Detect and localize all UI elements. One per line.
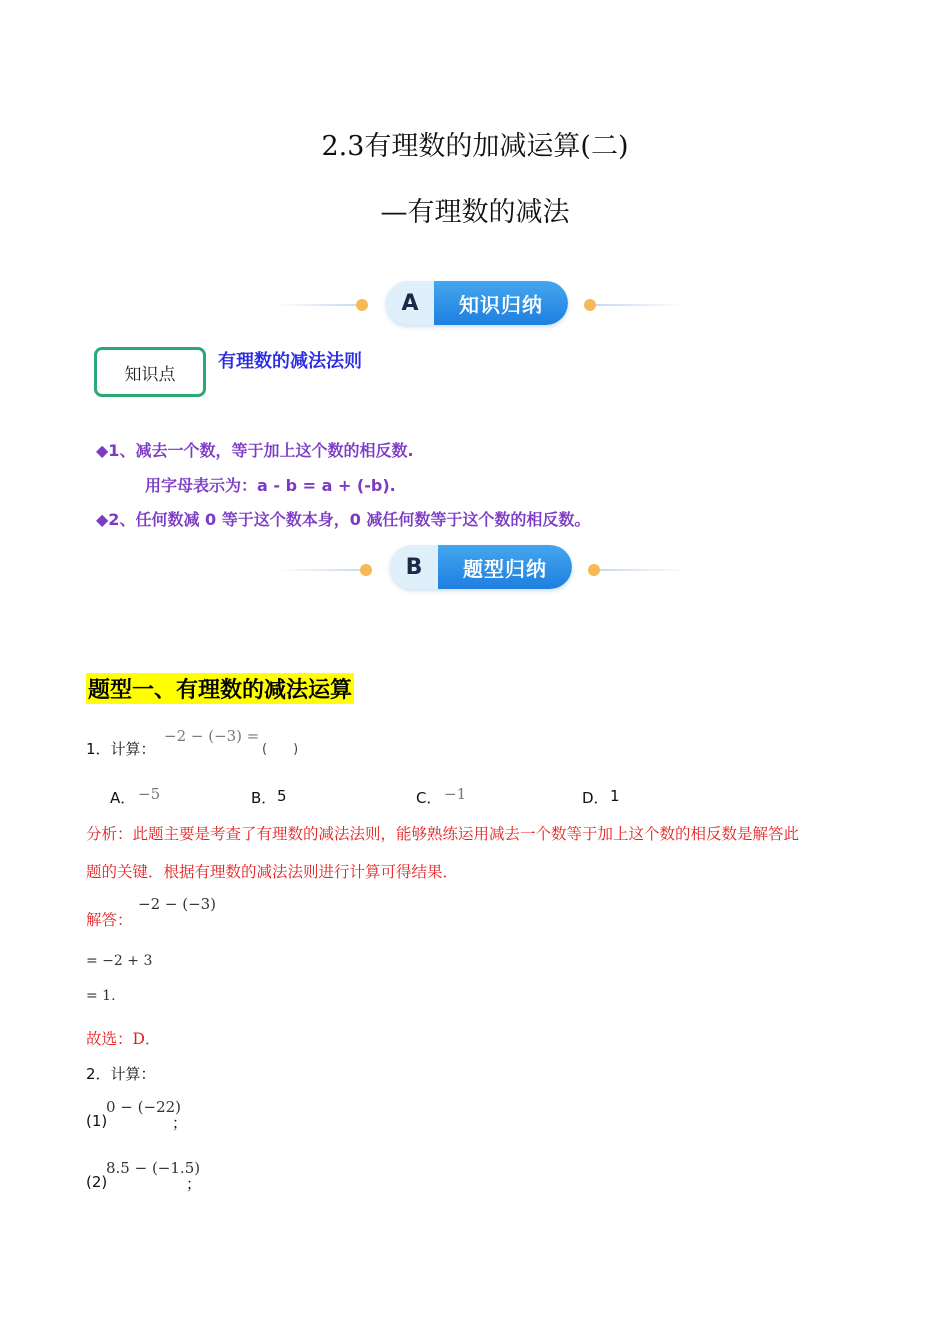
q1-answer-label: 解答： [86,911,133,929]
banner-a-left-dot [356,299,368,311]
page-title: 2.3有理数的加减运算(二) [321,131,629,162]
banner-b-left-line [276,569,364,571]
q1-analysis-line-1: 分析：此题主要是考查了有理数的减法法则，能够熟练运用减去一个数等于加上这个数的相反数是解答此 [86,825,800,843]
banner-a-letter: A [401,290,419,316]
section-heading: 题型一、有理数的减法运算 [86,673,354,704]
banner-b [390,545,572,589]
q1-analysis-line-2: 题的关键．根据有理数的减法法则进行计算可得结果． [86,863,459,881]
banner-b-left-dot [360,564,372,576]
q1-answer-blank: ( ) [262,742,299,757]
q1-stem: 1．计算： [86,740,156,758]
q1-option-c-label: C． [416,789,442,807]
banner-a [386,281,568,325]
q1-step-2: = 1. [86,988,116,1004]
q1-answer-expression: −2 − (−3) [138,895,217,913]
knowledge-point-box: 知识点 [94,347,206,397]
q1-option-b-value: 5 [277,787,287,805]
q1-option-d-value: 1 [610,787,620,805]
rule-2: ◆2、任何数减 0 等于这个数本身，0 减任何数等于这个数的相反数。 [96,510,591,529]
banner-b-right-dot [588,564,600,576]
q1-expression: −2 − (−3) = [164,727,260,745]
q2-stem: 2．计算： [86,1065,156,1083]
banner-a-right-line [596,304,684,306]
q2-item-1-end: ； [172,1114,188,1132]
q1-choice: 故选：D． [86,1030,161,1048]
q1-option-a-label: A． [110,789,136,807]
q1-step-1: = −2 + 3 [86,953,153,969]
q1-option-d-label: D． [582,789,609,807]
q2-item-2-end: ； [186,1175,202,1193]
q1-option-a-value: −5 [138,785,161,803]
q2-item-1-expression: 0 − (−22) [106,1098,182,1116]
banner-b-right-line [600,569,688,571]
page-subtitle: —有理数的减法 [380,197,570,228]
banner-a-left-line [272,304,360,306]
q2-item-2-label: (2) [86,1173,108,1191]
banner-a-right-dot [584,299,596,311]
rule-1-letters: 用字母表示为：a - b = a + (-b). [145,476,396,495]
rule-1: ◆1、减去一个数，等于加上这个数的相反数. [96,441,414,460]
banner-b-label: 题型归纳 [438,545,572,589]
q2-item-1-label: (1) [86,1112,108,1130]
q2-item-2-expression: 8.5 − (−1.5) [106,1159,201,1177]
q1-option-b-label: B． [251,789,277,807]
q1-option-c-value: −1 [444,785,467,803]
banner-a-label: 知识归纳 [434,281,568,325]
knowledge-heading: 有理数的减法法则 [218,351,362,372]
banner-b-letter: B [405,554,423,580]
